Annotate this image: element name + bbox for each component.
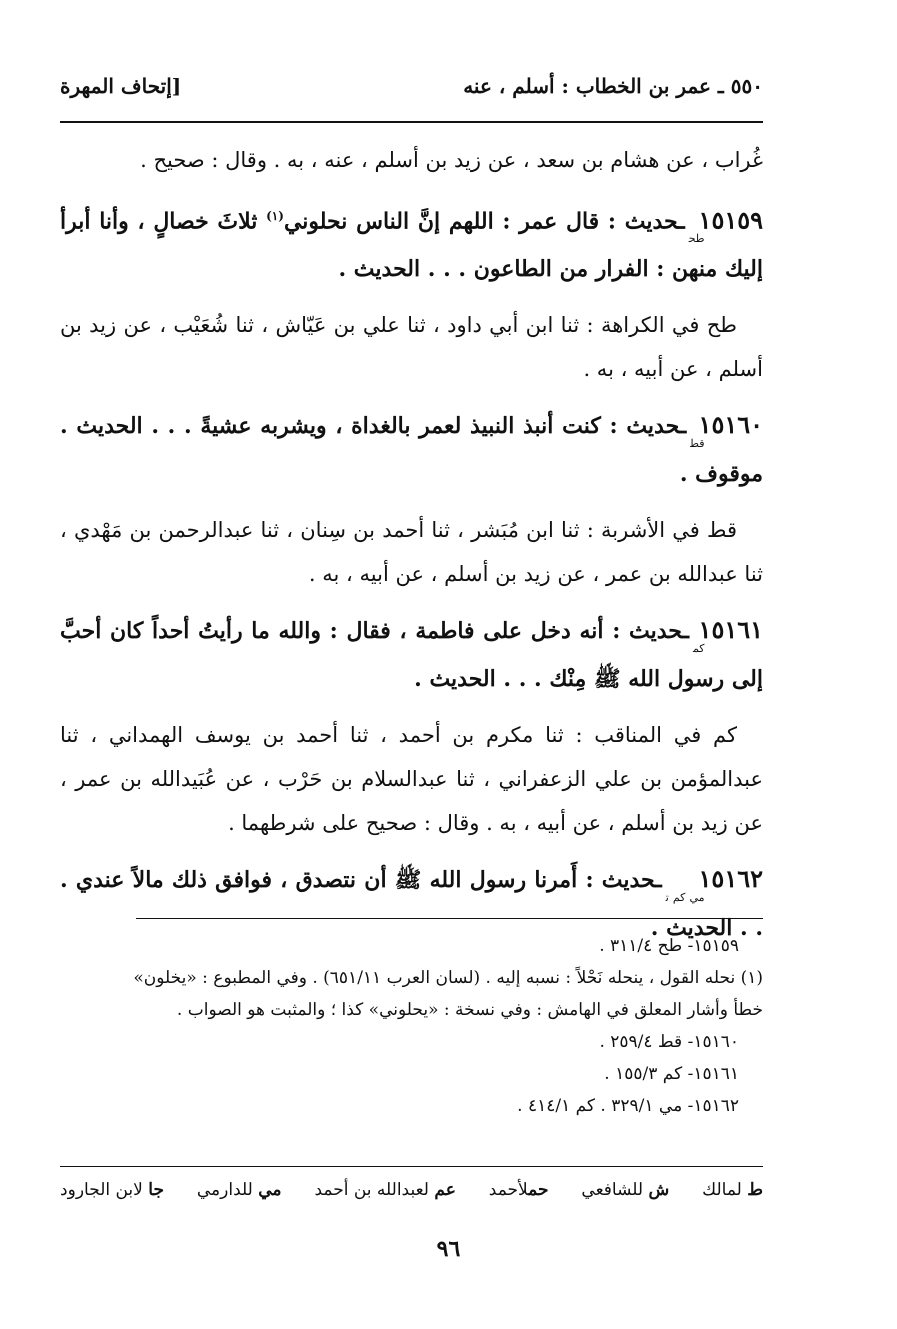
source-symbol: مي كم ت — [665, 891, 705, 905]
abbreviation-key — [60, 1180, 763, 1200]
source-symbol: قط — [690, 437, 705, 451]
hadith-text: ـحديث : كنت أنبذ النبيذ لعمر بالغداة ، ويشربه عشيةً . . . الحديث . موقوف . — [60, 413, 763, 488]
isnad-15161 — [60, 713, 763, 845]
key-item — [197, 1180, 282, 1200]
source-symbol: طح — [688, 232, 705, 246]
footnote-line: ١٥١٦٠- قط ٢٥٩/٤ . — [599, 1032, 739, 1052]
footnotes — [60, 930, 763, 1122]
hadith-text-continued: ثلاثَ خصالٍ ، وأنا أبرأ إليك منهن : الفرار من الطاعون . . . الحديث . — [60, 208, 763, 283]
key-abbr: ش — [648, 1180, 670, 1200]
header-rule — [60, 121, 763, 123]
main-text — [60, 138, 763, 962]
key-label: للدارمي — [196, 1180, 253, 1200]
footnote-line: خطأ وأشار المعلق في الهامش : وفي نسخة : «يحلوني» كذا ؛ والمثبت هو الصواب . — [176, 1000, 763, 1020]
footnote-ref: (١) — [266, 209, 284, 223]
running-header — [60, 74, 763, 108]
page-number: ٩٦ — [436, 1236, 461, 1262]
key-label: لعبدالله بن أحمد — [314, 1180, 429, 1200]
key-label: للشافعي — [581, 1180, 644, 1200]
hadith-text: ـحديث : أنه دخل على فاطمة ، فقال : والله ما رأيتُ أحداً كان أحبَّ إلى رسول الله ﷺ مِنْك . . . الحديث . — [60, 618, 763, 693]
hadith-number: ١٥١٦١ — [698, 615, 763, 645]
key-item — [314, 1180, 455, 1200]
key-abbr: عم — [434, 1180, 456, 1200]
key-abbr: جا — [148, 1180, 164, 1200]
hadith-15159 — [60, 194, 763, 291]
key-abbr: حم — [528, 1180, 549, 1200]
footnotes-rule — [136, 918, 763, 919]
footnote-line: ١٥١٥٩- طح ٣١١/٤ . — [599, 936, 739, 956]
key-label: لابن الجارود — [60, 1180, 143, 1200]
continued-paragraph — [60, 138, 763, 182]
footnote-line: (١) نحله القول ، ينحله نَحْلاً : نسبه إليه . (لسان العرب ٦٥١/١١) . وفي المطبوع : «يخلون» — [133, 968, 763, 988]
key-abbr: ط — [747, 1180, 763, 1200]
hadith-text: ـحديث : أَمرنا رسول الله ﷺ أن نتصدق ، فوافق ذلك مالاً عندي . . . الحديث . — [60, 867, 763, 942]
isnad-15160 — [60, 508, 763, 596]
key-label: لأحمد — [488, 1180, 529, 1200]
footnote-line: ١٥١٦٢- مي ٣٢٩/١ . كم ٤١٤/١ . — [517, 1096, 739, 1116]
header-book-title: [إتحاف المهرة — [60, 74, 182, 98]
hadith-number: ١٥١٥٩ — [698, 205, 763, 235]
key-label: لمالك — [702, 1180, 742, 1200]
key-item — [489, 1180, 549, 1200]
hadith-15161 — [60, 608, 763, 701]
header-chapter-title: ٥٥٠ ـ عمر بن الخطاب : أسلم ، عنه — [463, 74, 763, 98]
abbreviation-key-rule — [60, 1166, 763, 1167]
isnad-text: طح في الكراهة : ثنا ابن أبي داود ، ثنا علي بن عَيّاش ، ثنا شُعَيْب ، عن زيد بن أسلم ، عن أبيه ، به . — [60, 313, 763, 382]
key-abbr: مي — [258, 1180, 282, 1200]
hadith-text: ـحديث : قال عمر : اللهم إنَّ الناس نحلوني — [283, 208, 685, 235]
isnad-15159 — [60, 303, 763, 391]
isnad-text: قط في الأشربة : ثنا ابن مُبَشر ، ثنا أحمد بن سِنان ، ثنا عبدالرحمن بن مَهْدي ، ثنا عبدالله بن عمر ، عن زيد بن أسلم ، عن أبيه ، به . — [60, 518, 763, 587]
key-item — [60, 1180, 164, 1200]
hadith-15160 — [60, 403, 763, 496]
isnad-text: كم في المناقب : ثنا مكرم بن أحمد ، ثنا أحمد بن يوسف الهمداني ، ثنا عبدالمؤمن بن علي الزعفراني ، ثنا عبدالسلام بن حَرْب ، عن عُبَيدالله بن عمر ، عن زيد بن أسلم ، عن أبيه ، به . وقال : صحيح على شرطهما . — [60, 723, 763, 836]
key-item — [581, 1180, 669, 1200]
footnote-line: ١٥١٦١- كم ١٥٥/٣ . — [604, 1064, 739, 1084]
key-item — [702, 1180, 763, 1200]
hadith-number: ١٥١٦٠ — [698, 410, 763, 440]
paragraph-text: غُراب ، عن هشام بن سعد ، عن زيد بن أسلم ، عنه ، به . وقال : صحيح . — [140, 148, 763, 172]
source-symbol: كم — [692, 642, 705, 656]
hadith-number: ١٥١٦٢ — [698, 864, 763, 894]
